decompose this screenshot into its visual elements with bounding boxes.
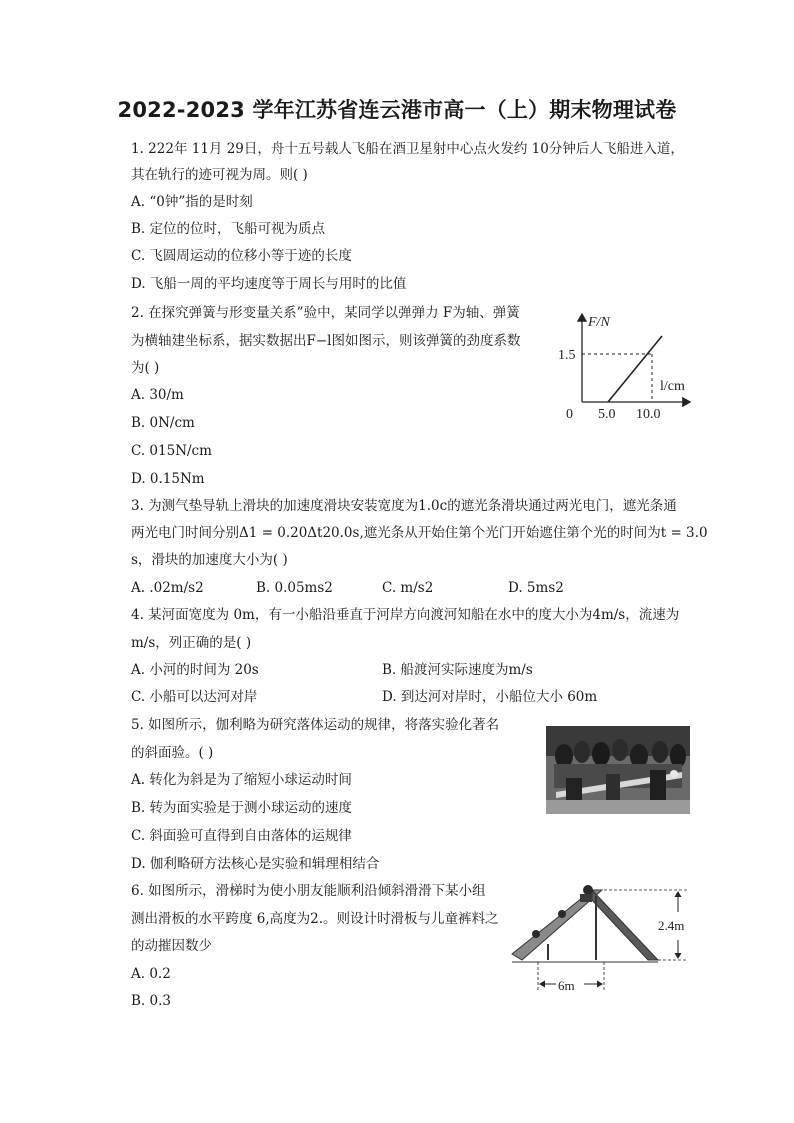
q5-option-d: D. 伽利略研方法核心是实验和辑理相结合 — [131, 856, 380, 872]
q3-option-b: B. 0.05ms2 — [256, 580, 333, 596]
q1-stem-line-1: 1. 222年 11月 29日，舟十五号载人飞船在酒卫星射中心点火发约 10分钟后人飞船进入道， — [131, 141, 684, 157]
q4-option-b: B. 船渡河实际速度为m/s — [382, 662, 533, 678]
q1-option-a: A. “0钟”指的是时刻 — [131, 194, 253, 210]
graph-x-tick-label: 5.0 — [598, 407, 616, 422]
q2-option-a: A. 30/m — [131, 387, 184, 403]
q3-stem-line-1: 3. 为测气垫导轨上滑块的加速度滑块安装宽度为1.0c的遮光条滑块通过两光电门，遮光条通 — [131, 498, 677, 514]
graph-x-axis-label: l/cm — [660, 379, 685, 394]
q4-option-a: A. 小河的时间为 20s — [131, 662, 259, 678]
q4-option-c: C. 小船可以达河对岸 — [131, 689, 258, 705]
q2-stem-line-1: 2. 在探究弹簧与形变量关系”验中，某同学以弹弹力 F为轴、弹簧 — [131, 305, 520, 321]
q6-stem-line-1: 6. 如图所示，滑梯时为使小朋友能顺利沿倾斜滑滑下某小组 — [131, 883, 486, 899]
q2-stem-line-3: 为( ) — [131, 360, 160, 376]
graph-data-line — [608, 336, 662, 402]
graph-x-tick-label: 10.0 — [636, 407, 661, 422]
slide-height-label: 2.4m — [658, 918, 685, 933]
q4-stem-line-1: 4. 某河面宽度为 0m，有一小船沿垂直于河岸方向渡河知船在水中的度大小为4m/s，流速为 — [131, 607, 680, 623]
q6-stem-line-2: 测出滑板的水平跨度 6,高度为2.。则设计时滑板与儿童裤料之 — [131, 911, 499, 927]
q3-stem-line-3: s，滑块的加速度大小为( ) — [131, 552, 288, 568]
graph-y-tick-label: 1.5 — [558, 348, 576, 363]
q5-option-c: C. 斜面验可直得到自由落体的运规律 — [131, 828, 352, 844]
q6-slide-figure — [508, 884, 692, 994]
graph-y-axis-label: F/N — [588, 315, 610, 330]
q1-option-b: B. 定位的位时，飞船可视为质点 — [131, 221, 326, 237]
q2-option-c: C. 015N/cm — [131, 443, 212, 459]
graph-origin-label: 0 — [566, 407, 573, 422]
q5-option-b: B. 转为面实验是于测小球运动的速度 — [131, 800, 353, 816]
q3-stem-line-2: 两光电门时间分别Δ1 = 0.20Δt20.0s,遮光条从开始住第个光门开始遮住第个光的时间为t = 3.0 — [131, 525, 708, 541]
q2-option-d: D. 0.15Nm — [131, 471, 205, 487]
q2-option-b: B. 0N/cm — [131, 415, 195, 431]
q6-option-a: A. 0.2 — [131, 966, 171, 982]
q5-stem-line-1: 5. 如图所示，伽利略为研究落体运动的规律，将落实验化著名 — [131, 717, 500, 733]
q1-stem-line-2: 其在轨行的迹可视为周。则( ) — [131, 167, 308, 183]
q1-option-d: D. 飞船一周的平均速度等于周长与用时的比值 — [131, 276, 407, 292]
q3-option-a: A. .02m/s2 — [131, 580, 204, 596]
q3-option-d: D. 5ms2 — [508, 580, 564, 596]
q6-stem-line-3: 的动摧因数少 — [131, 938, 212, 954]
q5-galileo-picture — [546, 726, 690, 814]
exam-title: 2022-2023 学年江苏省连云港市高一（上）期末物理试卷 — [117, 98, 677, 122]
q5-option-a: A. 转化为斜是为了缩短小球运动时间 — [131, 772, 352, 788]
q4-option-d: D. 到达河对岸时，小船位大小 60m — [382, 689, 598, 705]
q5-stem-line-2: 的斜面验。( ) — [131, 745, 214, 761]
q3-option-c: C. m/s2 — [382, 580, 434, 596]
q1-option-c: C. 飞圆周运动的位移小等于迹的长度 — [131, 248, 352, 264]
q4-stem-line-2: m/s，列正确的是( ) — [131, 635, 252, 651]
q2-force-graph — [548, 306, 698, 424]
q2-stem-line-2: 为横轴建坐标系，据实数据出F−l图如图示，则该弹簧的劲度系数 — [131, 333, 521, 349]
slide-width-label: 6m — [558, 978, 575, 993]
q6-option-b: B. 0.3 — [131, 993, 171, 1009]
